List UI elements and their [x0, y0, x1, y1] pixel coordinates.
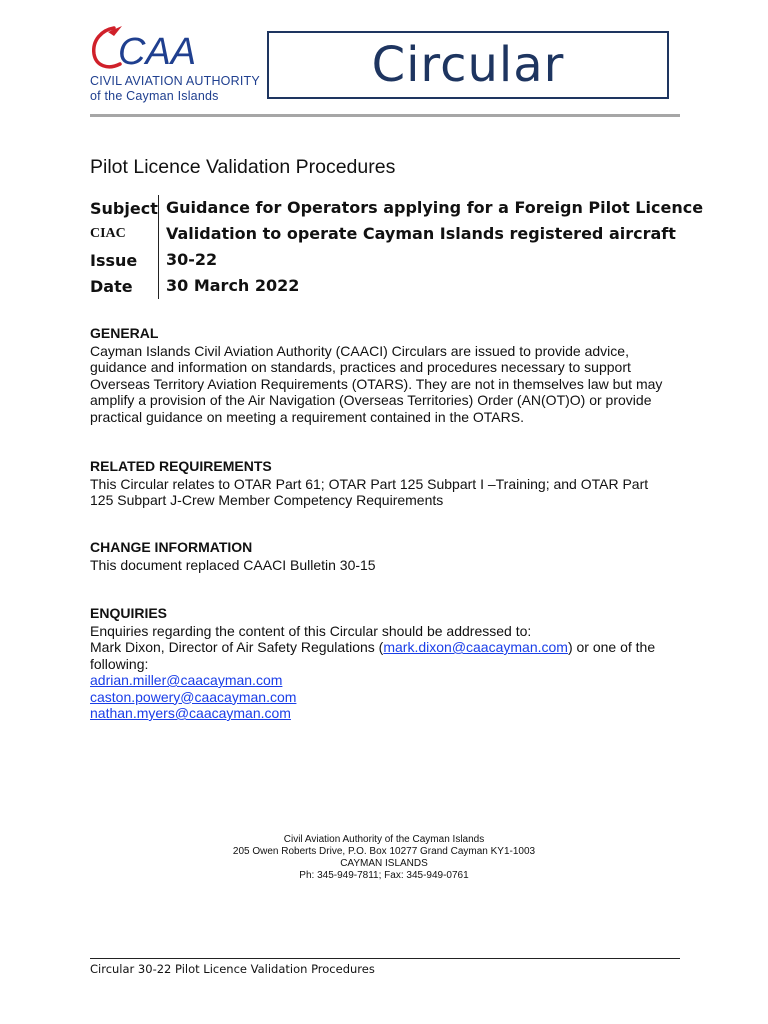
meta-key: Subject: [90, 198, 158, 218]
document-title: Pilot Licence Validation Procedures: [90, 156, 396, 178]
email-link-nathan-myers[interactable]: nathan.myers@caacayman.com: [90, 705, 291, 721]
meta-value: 30 March 2022: [158, 273, 299, 299]
section-enquiries: [90, 605, 690, 722]
general-line: guidance and information on standards, practices and procedures necessary to support: [90, 359, 631, 375]
section-heading: RELATED REQUIREMENTS: [90, 458, 272, 474]
email-link-caston-powery[interactable]: caston.powery@caacayman.com: [90, 688, 297, 705]
change-line: This document replaced CAACI Bulletin 30-15: [90, 556, 376, 573]
enquiries-suffix: ) or one of the: [567, 639, 656, 655]
general-line: amplify a provision of the Air Navigation (Overseas Territories) Order (AN(OT)O) or provide: [90, 392, 652, 408]
authority-address: [0, 834, 768, 882]
document-meta: [90, 195, 704, 299]
email-link-mark-dixon[interactable]: mark.dixon@caacayman.com: [383, 639, 568, 655]
general-line: Cayman Islands Civil Aviation Authority (CAACI) Circulars are issued to provide advice,: [90, 342, 629, 359]
section-heading: GENERAL: [90, 325, 159, 341]
section-heading: CHANGE INFORMATION: [90, 539, 253, 555]
meta-row-date: [90, 273, 690, 299]
general-line: Overseas Territory Aviation Requirements (OTARS). They are not in themselves law but may: [90, 375, 663, 392]
related-line: 125 Subpart J-Crew Member Competency Requirements: [90, 492, 444, 508]
enquiries-line: Enquiries regarding the content of this Circular should be addressed to:: [90, 622, 532, 639]
section-heading: ENQUIRIES: [90, 605, 168, 621]
footer-divider: [90, 958, 680, 959]
email-link-adrian-miller[interactable]: adrian.miller@caacayman.com: [90, 672, 283, 688]
section-related-requirements: [90, 458, 690, 509]
address-line: Civil Aviation Authority of the Cayman Islands: [283, 834, 485, 845]
address-line: 205 Owen Roberts Drive, P.O. Box 10277 Grand Cayman KY1-1003: [232, 846, 536, 857]
page-footer: Circular 30-22 Pilot Licence Validation Procedures: [90, 962, 375, 976]
logo-subtitle: [90, 74, 260, 104]
meta-key: Issue: [90, 250, 138, 270]
header-divider: [90, 114, 680, 117]
caa-logo: [88, 22, 268, 108]
section-change-information: [90, 539, 690, 573]
address-line: CAYMAN ISLANDS: [340, 858, 428, 869]
meta-value: 30-22: [158, 247, 217, 273]
doc-type-box: [267, 31, 669, 99]
doc-type-label: Circular: [371, 37, 565, 93]
meta-key: Date: [90, 276, 133, 296]
logo-subtitle-line-2: of the Cayman Islands: [90, 89, 219, 103]
section-general: [90, 325, 690, 425]
meta-value: Guidance for Operators applying for a Foreign Pilot Licence: [158, 195, 703, 221]
address-line: Ph: 345-949-7811; Fax: 345-949-0761: [299, 870, 469, 881]
related-line: This Circular relates to OTAR Part 61; OTAR Part 125 Subpart I –Training; and OTAR Part: [90, 475, 649, 492]
meta-row-subject: [90, 195, 704, 221]
enquiries-prefix: Mark Dixon, Director of Air Safety Regulations (: [90, 639, 384, 655]
general-line: practical guidance on meeting a requirement contained in the OTARS.: [90, 408, 524, 425]
enquiries-contact-line: [90, 639, 690, 656]
enquiries-line: following:: [90, 655, 149, 672]
meta-key: CIAC: [90, 226, 126, 241]
meta-row-issue: [90, 247, 690, 273]
meta-row-ciac: [90, 221, 690, 247]
meta-value: Validation to operate Cayman Islands registered aircraft: [158, 221, 676, 247]
logo-text: CAA: [118, 31, 197, 73]
logo-subtitle-line-1: CIVIL AVIATION AUTHORITY: [90, 74, 260, 88]
caa-logo-mark: [88, 22, 238, 74]
